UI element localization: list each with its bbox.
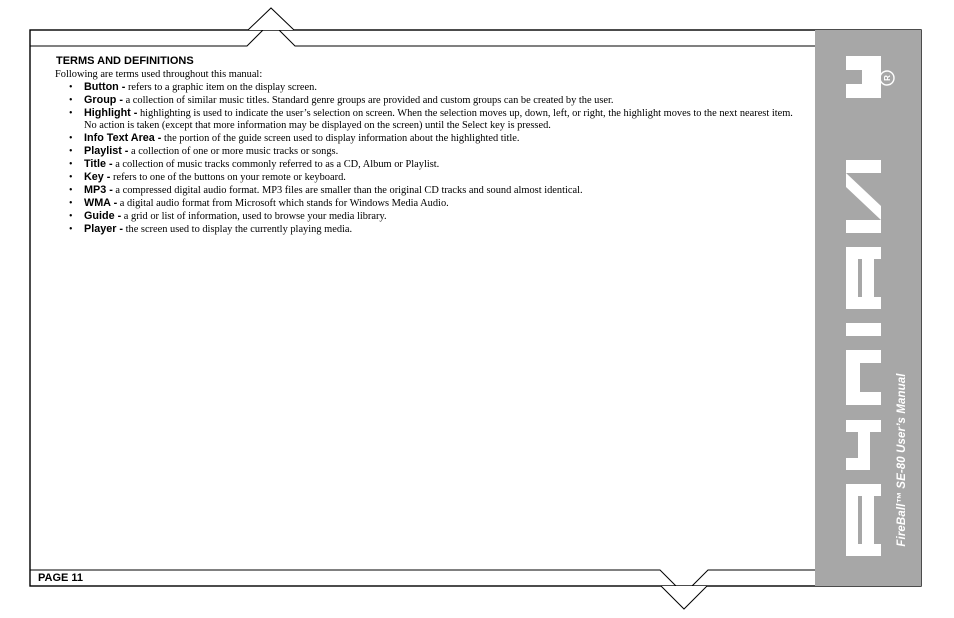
term-definition: the screen used to display the currently playing media. xyxy=(123,223,353,235)
list-item xyxy=(56,198,808,210)
term-definition: the portion of the guide screen used to display information about the highlighted title. xyxy=(161,132,520,144)
list-item xyxy=(56,211,808,223)
term-label: Button - xyxy=(84,81,126,93)
term-label: Guide - xyxy=(84,209,122,222)
manual-title: FireBall™ SE-80 User’s Manual xyxy=(896,373,908,547)
term-label: Key - xyxy=(84,170,111,183)
list-item xyxy=(56,172,808,184)
svg-text:R: R xyxy=(883,75,892,81)
list-item xyxy=(56,133,808,145)
list-item xyxy=(56,82,808,94)
page-number: PAGE 11 xyxy=(38,572,84,584)
terms-list xyxy=(56,82,808,235)
term-definition: a collection of music tracks commonly referred to as a CD, Album or Playlist. xyxy=(112,158,440,170)
term-label: Title - xyxy=(84,157,113,170)
intro-text: Following are terms used throughout this manual: xyxy=(55,69,263,80)
term-definition: a digital audio format from Microsoft which stands for Windows Media Audio. xyxy=(117,197,449,209)
term-definition: a grid or list of information, used to browse your media library. xyxy=(121,210,387,222)
term-label: Group - xyxy=(84,93,123,106)
list-item xyxy=(56,185,808,197)
term-label: Player - xyxy=(84,222,124,235)
term-definition: a collection of similar music titles. Standard genre groups are provided and custom groups can be created by the user. xyxy=(122,94,614,106)
term-definition: a compressed digital audio format. MP3 files are smaller than the original CD tracks and sound almost identical. xyxy=(112,184,583,196)
list-item xyxy=(56,95,808,107)
term-definition: highlighting is used to indicate the user’s selection on screen. When the selection moves up, down, left, or right, the highlight moves to the next nearest item. No action is taken (except that more information may be displayed on the screen) until the Select key is pressed. xyxy=(84,107,793,131)
term-definition: a collection of one or more music tracks or songs. xyxy=(128,145,339,157)
list-item xyxy=(56,159,808,171)
term-definition: refers to one of the buttons on your remote or keyboard. xyxy=(110,171,346,183)
list-item xyxy=(56,108,808,132)
list-item xyxy=(56,146,808,158)
list-item xyxy=(56,224,808,236)
term-label: Highlight - xyxy=(84,106,138,119)
terms-section xyxy=(56,54,808,237)
term-definition: refers to a graphic item on the display screen. xyxy=(125,82,317,93)
term-label: Info Text Area - xyxy=(84,131,162,144)
term-label: Playlist - xyxy=(84,144,129,157)
term-label: WMA - xyxy=(84,196,118,209)
page-title: TERMS AND DEFINITIONS xyxy=(56,55,194,67)
term-label: MP3 - xyxy=(84,183,113,196)
